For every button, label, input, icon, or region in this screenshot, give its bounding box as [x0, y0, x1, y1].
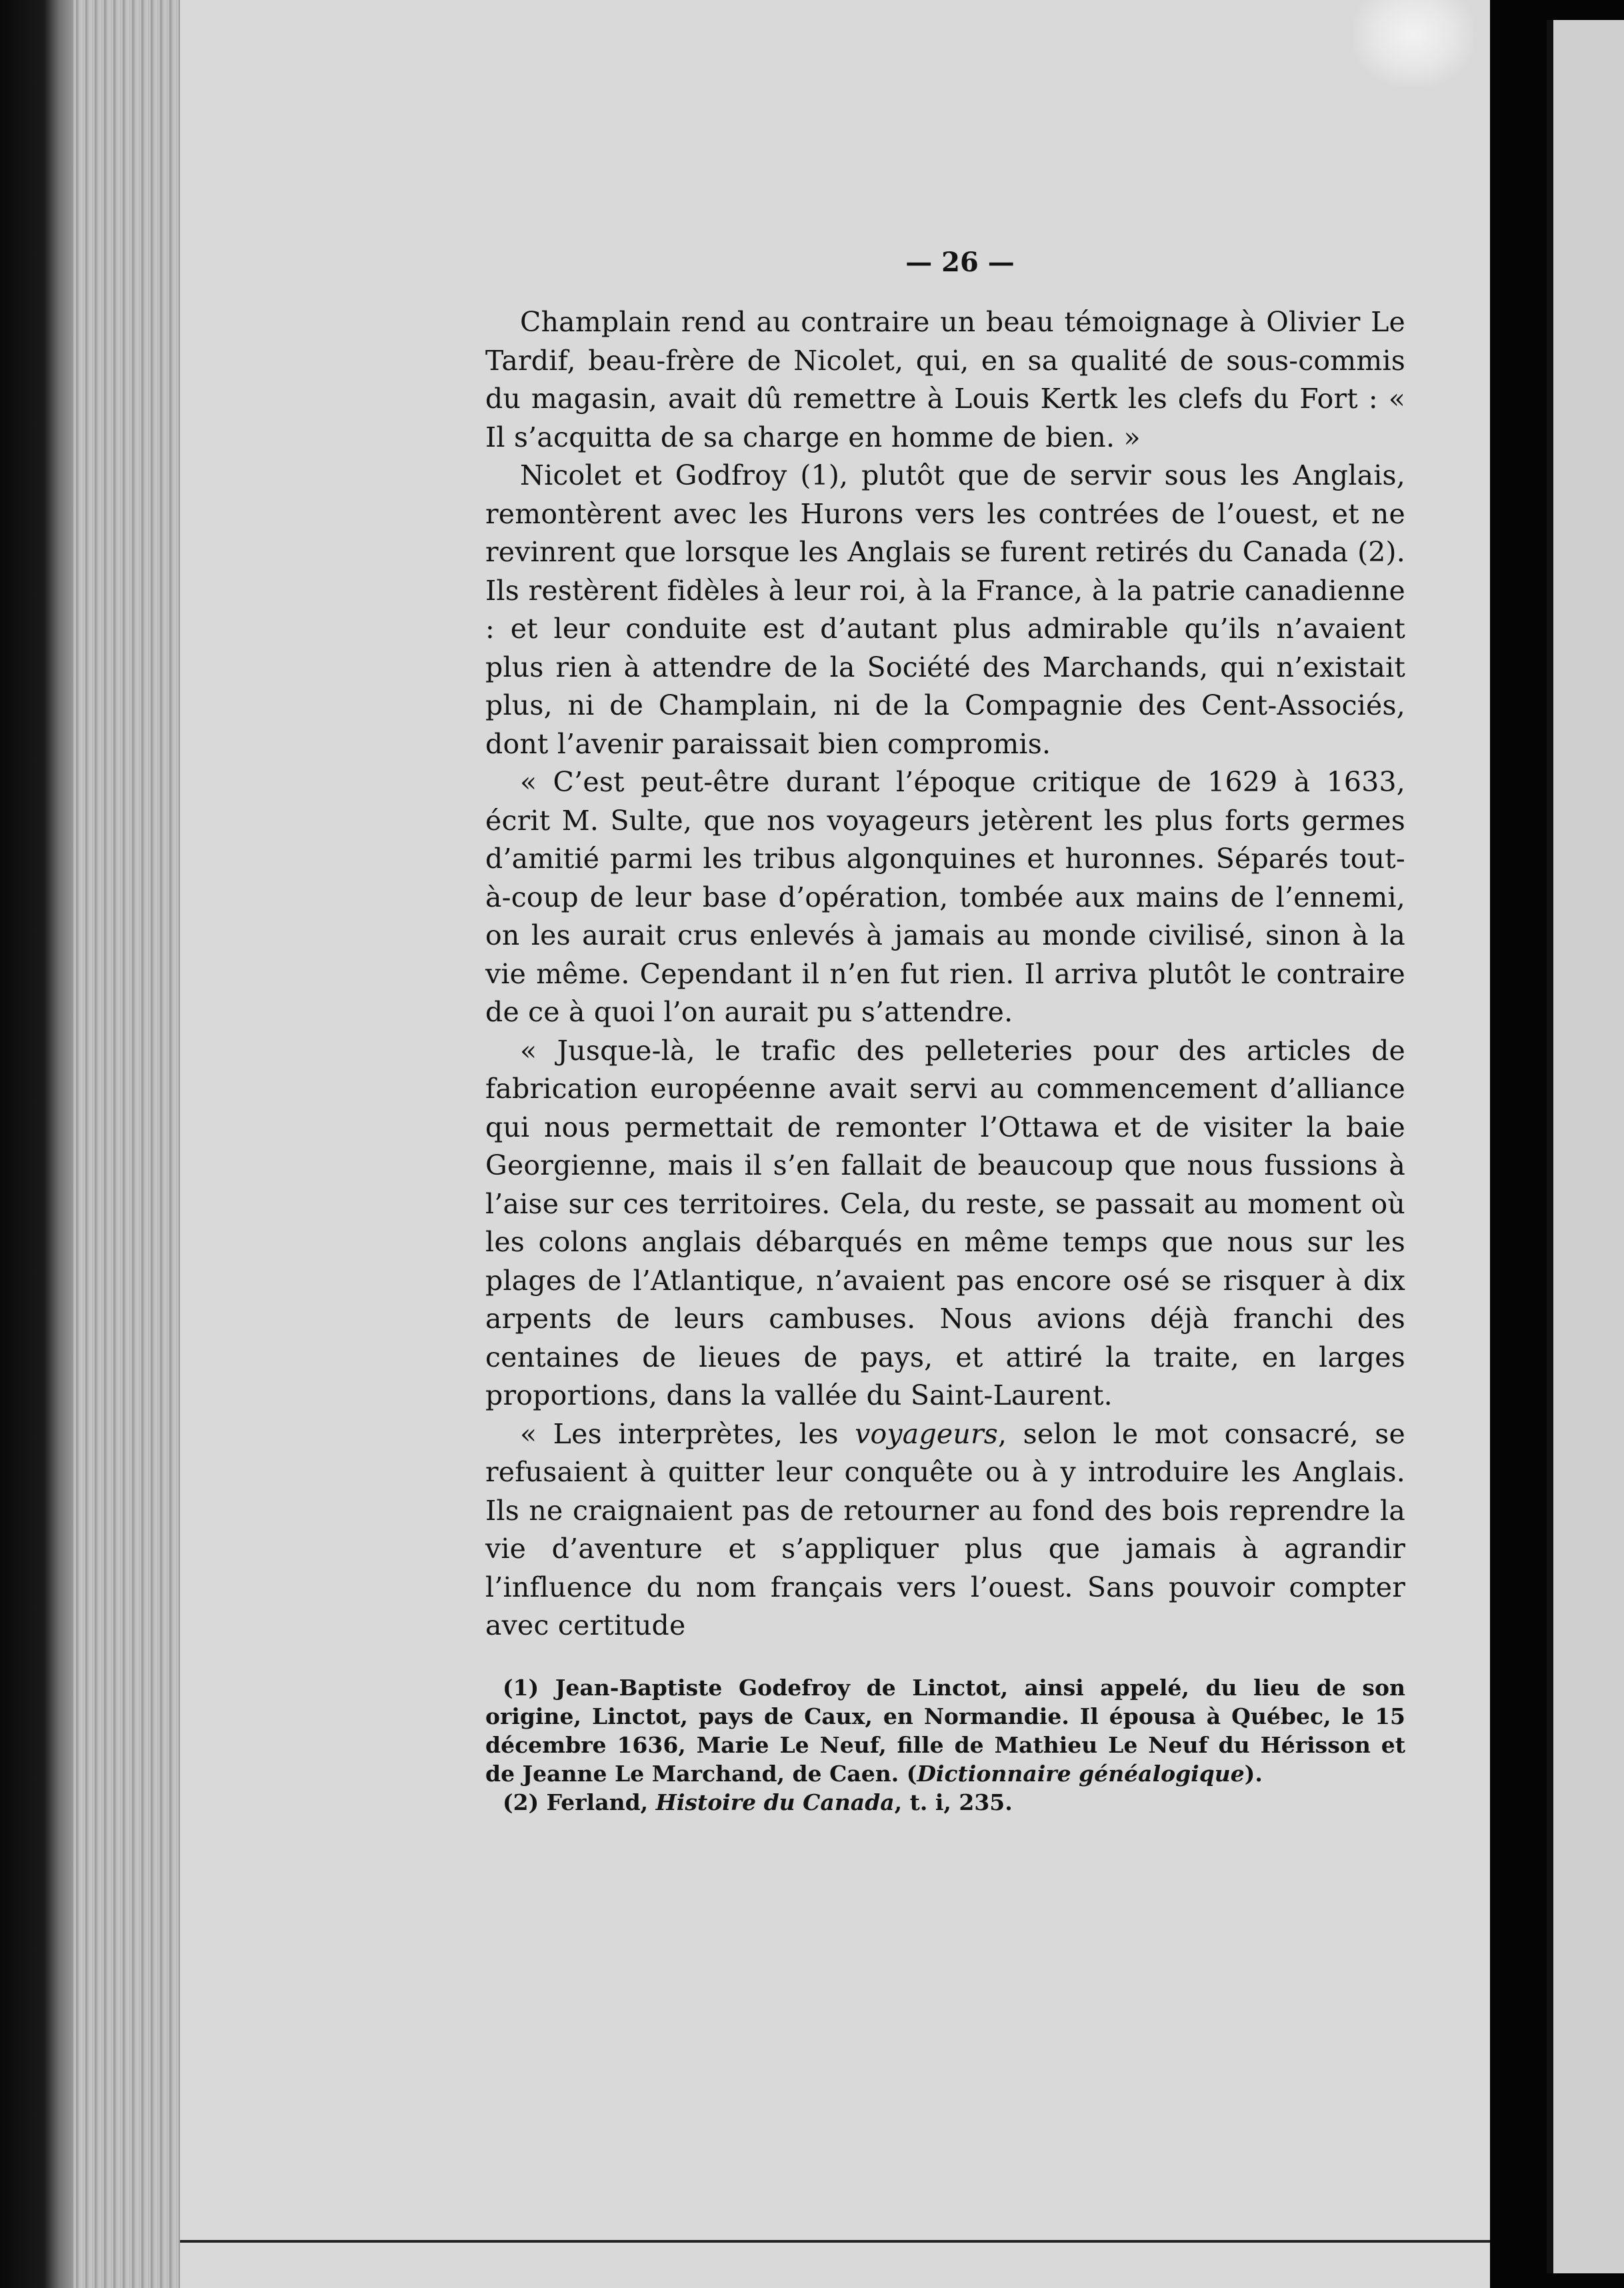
paragraph-5-start: « Les interprètes, les — [520, 1417, 855, 1450]
paragraph-5-end: , selon le mot consacré, se refusaient à quitter leur conquête ou à y introduire les Anglais. Ils ne craignaient pas de retourner au fond des bois reprendre la vie d’aventure et s’appliquer plus que jamais à agrandir l’influence du nom français vers l’ouest. Sans pouvoir compter avec certitude — [485, 1417, 1406, 1641]
paper-tear-mark — [1353, 0, 1473, 87]
footnote-2-end: , t. i, 235. — [894, 1789, 1013, 1815]
footnote-1-italic: Dictionnaire généalogique — [917, 1761, 1245, 1787]
footnote-1-end: ). — [1244, 1761, 1263, 1787]
paragraph-4: « Jusque-là, le trafic des pelleteries pour des articles de fabrication européenne avait servi au commencement d’alliance qui nous permettait de remonter l’Ottawa et de visiter la baie Georgienne, mais il s’en fallait de beaucoup que nous fussions à l’aise sur ces territoires. Cela, du reste, se passait au moment où les colons anglais débarqués en même temps que nous sur les plages de l’Atlantique, n’avaient pas encore osé se risquer à dix arpents de leurs cambuses. Nous avions déjà franchi des centaines de lieues de pays, et attiré la traite, en larges proportions, dans la vallée du Saint-Laurent. — [485, 1034, 1405, 1411]
footnotes — [485, 1673, 1405, 1817]
paragraph-2: Nicolet et Godfroy (1), plutôt que de servir sous les Anglais, remontèrent avec les Hurons vers les contrées de l’ouest, et ne revinrent que lorsque les Anglais se furent retirés du Canada (2). Ils restèrent fidèles à leur roi, à la France, à la patrie canadienne : et leur conduite est d’autant plus admirable qu’ils n’avaient plus rien à attendre de la Société des Marchands, qui n’existait plus, ni de Champlain, ni de la Compagnie des Cent-Associés, dont l’avenir paraissait bien compromis. — [485, 459, 1405, 760]
footnote-1 — [485, 1673, 1405, 1788]
left-scan-border — [0, 0, 73, 2288]
book-binding-edge — [73, 0, 180, 2288]
footnote-2 — [485, 1788, 1405, 1817]
body-text — [485, 303, 1405, 1645]
bottom-scan-line — [180, 2240, 1490, 2243]
next-page-edge — [1547, 20, 1624, 2273]
footnote-1-start: (1) Jean-Baptiste Godefroy de Linctot, ainsi appelé, du lieu de son origine, Linctot, pays de Caux, en Normandie. Il épousa à Québec, le 15 décembre 1636, Marie Le Neuf, fille de Mathieu Le Neuf du Hérisson et de Jeanne Le Marchand, de Caen. ( — [485, 1675, 1405, 1787]
page-number: — 26 — — [905, 247, 1015, 278]
paragraph-5 — [485, 1415, 1405, 1645]
footnote-2-italic: Histoire du Canada — [655, 1789, 895, 1815]
footnote-2-start: (2) Ferland, — [503, 1789, 656, 1815]
paragraph-1: Champlain rend au contraire un beau témoignage à Olivier Le Tardif, beau-frère de Nicolet, qui, en sa qualité de sous-commis du magasin, avait dû remettre à Louis Kertk les clefs du Fort : « Il s’acquitta de sa charge en homme de bien. » — [485, 306, 1405, 453]
paragraph-3: « C’est peut-être durant l’époque critique de 1629 à 1633, écrit M. Sulte, que nos voyageurs jetèrent les plus forts germes d’amitié parmi les tribus algonquines et huronnes. Séparés tout-à-coup de leur base d’opération, tombée aux mains de l’ennemi, on les aurait crus enlevés à jamais au monde civilisé, sinon à la vie même. Cependant il n’en fut rien. Il arriva plutôt le contraire de ce à quoi l’on aurait pu s’attendre. — [485, 766, 1405, 1028]
paragraph-5-italic: voyageurs — [855, 1417, 998, 1450]
